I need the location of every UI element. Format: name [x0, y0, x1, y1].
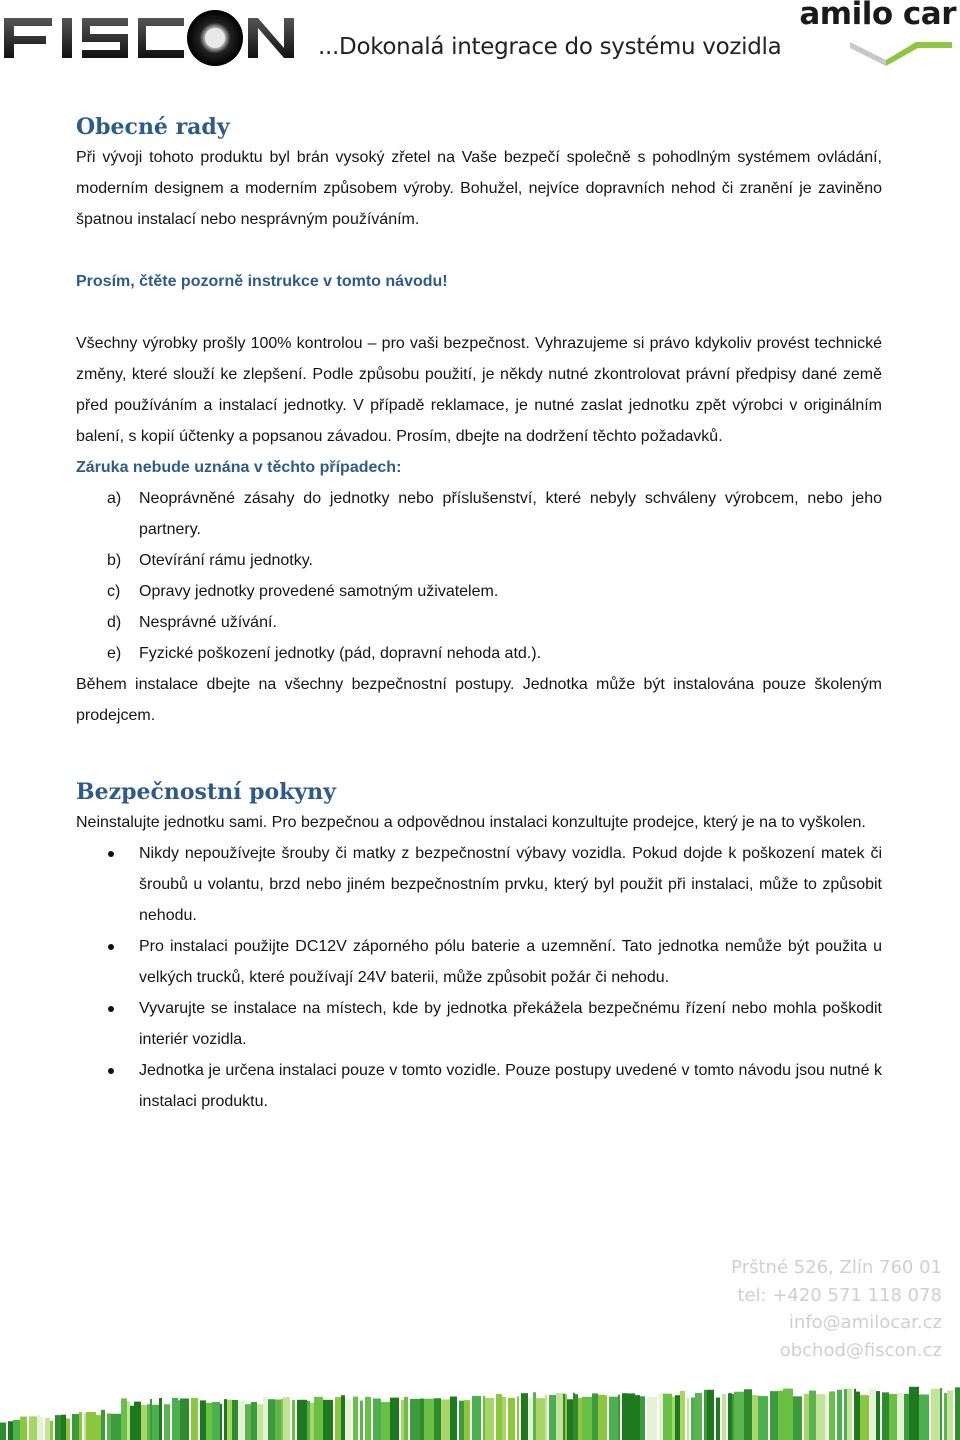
list-item: d) Nesprávné užívání. [107, 614, 277, 631]
quality-paragraph: Všechny výrobky prošly 100% kontrolou – pro vaši bezpečnost. Vyhrazujeme si právo kdykoliv provést technické změny, které slouží ke zlepšení. Podle způsobu použití, je někdy nutné zkontrolovat právní předpisy dané země před používáním a instalací jednotky. V případě reklamace, je nutné zaslat jednotku zpět výrobci v originálním balení, s kopií účtenky a popsanou závadou. Prosím, dbejte na dodržení těchto požadavků. [76, 335, 882, 445]
decorative-stripes [0, 1382, 960, 1440]
list-item: Pro instalaci použijte DC12V záporného pólu baterie a uzemnění. Tato jednotka nemůže být použita u velkých trucků, které používají 24V baterii, může způsobit požár či nehodu. [76, 931, 882, 993]
fiscon-logo [0, 6, 300, 68]
bullet-icon [108, 1068, 114, 1074]
chevron-logo-icon [846, 32, 956, 68]
list-item: Nikdy nepoužívejte šrouby či matky z bezpečnostní výbavy vozidla. Pokud dojde k poškození matek či šroubů u volantu, brzd nebo jiném bezpečnostním prvku, který byl použit při instalaci, může to způsobit nehodu. [76, 838, 882, 931]
general-intro-paragraph: Při vývoji tohoto produktu byl brán vysoký zřetel na Vaše bezpečí společně s pohodlným systémem ovládání, moderním designem a moderním způsobem výroby. Bohužel, nejvíce dopravních nehod či zranění je zaviněno špatnou instalací nebo nesprávným používáním. [76, 149, 882, 228]
list-item: c) Opravy jednotky provedené samotným uživatelem. [107, 583, 499, 600]
section-title-general: Obecné rady [76, 114, 230, 140]
warranty-heading: Záruka nebude uznána v těchto případech: [76, 459, 402, 476]
bullet-icon [108, 1006, 114, 1012]
safety-intro-paragraph: Neinstalujte jednotku sami. Pro bezpečnou a odpovědnou instalaci konzultujte prodejce, který je na to vyškolen. [76, 814, 866, 831]
read-instructions-warning: Prosím, čtěte pozorně instrukce v tomto návodu! [76, 273, 448, 290]
contact-address: Prštné 526, Zlín 760 01 [731, 1257, 942, 1278]
installation-closing-paragraph: Během instalace dbejte na všechny bezpečnostní postupy. Jednotka může být instalována pouze školeným prodejcem. [76, 676, 882, 724]
contact-phone: tel: +420 571 118 078 [737, 1284, 942, 1306]
list-item: Jednotka je určena instalaci pouze v tomto vozidle. Pouze postupy uvedené v tomto návodu jsou nutné k instalaci produktu. [76, 1055, 882, 1117]
list-item: e) Fyzické poškození jednotky (pád, dopravní nehoda atd.). [107, 645, 542, 662]
list-item: Vyvarujte se instalace na místech, kde by jednotka překážela bezpečnému řízení nebo mohla poškodit interiér vozidla. [76, 993, 882, 1055]
bullet-icon [108, 944, 114, 950]
bullet-icon [108, 851, 114, 857]
list-item: b) Otevírání rámu jednotky. [107, 552, 313, 569]
safety-bullet-list [76, 838, 882, 1117]
warranty-exclusions-list [76, 483, 882, 669]
list-item: a) Neoprávněné zásahy do jednotky nebo příslušenství, které nebyly schváleny výrobcem, nebo jeho partnery. [107, 490, 882, 538]
contact-email-info[interactable]: info@amilocar.cz [788, 1312, 942, 1333]
amilo-car-logo [796, 0, 956, 70]
header-tagline: ...Dokonalá integrace do systému vozidla [318, 34, 782, 60]
contact-email-sales[interactable]: obchod@fiscon.cz [779, 1339, 942, 1361]
amilo-car-logo-text: amilo car [799, 0, 956, 32]
section-title-safety: Bezpečnostní pokyny [76, 779, 336, 805]
document-body [76, 112, 882, 1117]
contact-block [731, 1254, 942, 1364]
